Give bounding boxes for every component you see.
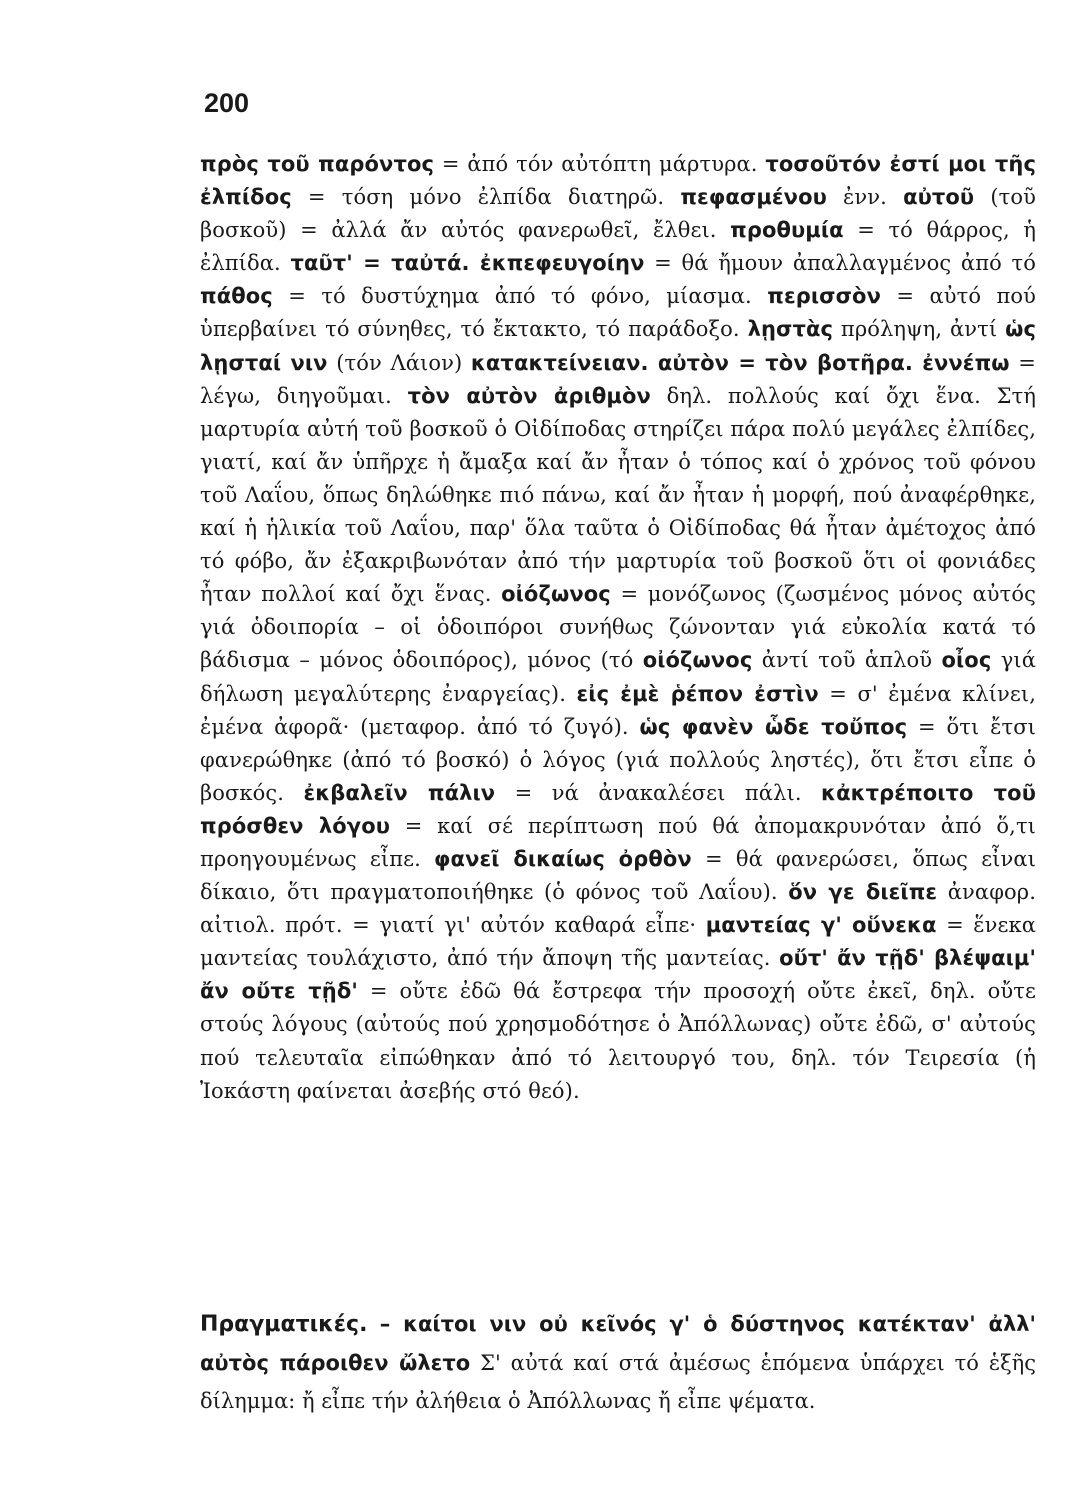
lemma-term: φανεῖ δικαίως ὀρθὸν [434, 846, 692, 871]
gloss-text: = νά ἀνακαλέσει πάλι. [495, 780, 822, 805]
page-number: 200 [204, 88, 250, 118]
lemma-term: κατακτείνειαν. αὐτὸν = τὸν βοτῆρα. ἐννέπω [470, 350, 1010, 375]
gloss-text: πρόληψη, ἀντί [833, 317, 1006, 342]
lemma-term: αὐτοῦ [903, 185, 975, 210]
lemma-term: οὔτ' ἄν τῇδ' βλέψαιμ' ἄν οὔτε τῇδ' [200, 946, 1036, 1004]
gloss-text: (τοῦ βοσκοῦ) = ἀλλά ἄν αὐτός φανερωθεῖ, ἔλθει. [200, 185, 1036, 243]
lemma-term: τοσοῦτόν ἐστί μοι τῆς ἐλπίδος [200, 152, 1037, 210]
section-text: Σ' αὐτά καί στά ἀμέσως ἑπόμενα ὑπάρχει τό ἑξῆς δίλημμα: ἤ εἶπε τήν ἀλήθεια ὁ Ἀπόλλωνας ἤ εἶπε ψέματα. [200, 1351, 1037, 1413]
gloss-text: = ἕνεκα μαντείας τουλάχιστο, ἀπό τήν ἄποψη τῆς μαντείας. [200, 913, 1036, 971]
gloss-text: = μονόζωνος (ζωσμένος μόνος αὐτός γιά ὁδοιπορία – οἱ ὁδοιπόροι συνήθως ζώνονταν γιά εὐκολία κατά τό βάδισμα – μόνος ὁδοιπόρος), μόνος (τό [200, 582, 1036, 673]
section-lemma: – καίτοι νιν οὐ κεῖνός γ' ὁ δύστηνος κατέκταν' ἀλλ' αὐτὸς πάροιθεν ὤλετο [200, 1312, 1036, 1375]
lemma-term: λῃστὰς [747, 317, 834, 342]
gloss-text: = τό δυστύχημα ἀπό τό φόνο, μίασμα. [272, 284, 768, 309]
gloss-text: ἀντί τοῦ ἁπλοῦ [752, 648, 942, 673]
lemma-term: εἰς ἐμὲ ῥέπον ἐστὶν [576, 681, 819, 706]
lemma-term: οἰόζωνος [501, 582, 611, 607]
lemma-term: ἐκβαλεῖν πάλιν [303, 780, 496, 805]
section-heading: Πραγματικές. [200, 1312, 368, 1337]
lemma-term: ταῦτ' = ταὐτά. ἐκπεφευγοίην [290, 251, 645, 276]
lemma-term: πεφασμένου [680, 185, 827, 210]
gloss-text: = θά φανερώσει, ὅπως εἶναι δίκαιο, ὅτι πραγματοποιήθηκε (ὁ φόνος τοῦ Λαΐου). [200, 846, 1037, 905]
section-paragraph [200, 1305, 1036, 1420]
lemma-term: προθυμία [730, 218, 844, 243]
gloss-text: = θά ἤμουν ἀπαλλαγμένος ἀπό τό [644, 251, 1036, 276]
gloss-text: = καί σέ περίπτωση πού θά ἀπομακρυνόταν ἀπό ὅ,τι προηγουμένως εἶπε. [200, 813, 1036, 871]
gloss-text: = αὐτό πού ὑπερβαίνει τό σύνηθες, τό ἔκτακτο, τό παράδοξο. [200, 284, 1036, 342]
lemma-term: περισσὸν [767, 284, 881, 309]
gloss-text: = οὔτε ἐδῶ θά ἔστρεφα τήν προσοχή οὔτε ἐκεῖ, δηλ. οὔτε στούς λόγους (αὐτούς πού χρησμοδότησε ὁ Ἀπόλλωνας) οὔτε ἐδῶ, σ' αὐτούς πού τελευταῖα εἰπώθηκαν ἀπό τό λειτουργό του, δηλ. τόν Τειρεσία (ἡ Ἰοκάστη φαίνεται ἀσεβής στό θεό). [200, 979, 1036, 1103]
lemma-term: ὡς φανὲν ὧδε τοὔπος [639, 714, 908, 739]
gloss-text: = ὅτι ἔτσι φανερώθηκε (ἀπό τό βοσκό) ὁ λόγος (γιά πολλούς ληστές), ὅτι ἔτσι εἶπε ὁ βοσκός. [200, 714, 1036, 805]
gloss-text: = λέγω, διηγοῦμαι. [200, 350, 1037, 408]
gloss-text: δηλ. πολλούς καί ὄχι ἕνα. Στή μαρτυρία αὐτή τοῦ βοσκοῦ ὁ Οἰδίποδας στηρίζει πάρα πολύ μεγάλες ἐλπίδες, γιατί, καί ἄν ὑπῆρχε ἡ ἄμαξα καί ἄν ἦταν ὁ τόπος καί ὁ χρόνος τοῦ φόνου τοῦ Λαΐου, ὅπως δηλώθηκε πιό πάνω, καί ἄν ἦταν ἡ μορφή, πού ἀναφέρθηκε, καί ἡ ἡλικία τοῦ Λαΐου, παρ' ὅλα ταῦτα ὁ Οἰδίποδας θά ἦταν ἀμέτοχος ἀπό τό φόβο, ἄν ἐξακριβωνόταν ἀπό τήν μαρτυρία τοῦ βοσκοῦ ὅτι οἱ φονιάδες ἦταν πολλοί καί ὄχι ἕνας. [200, 383, 1036, 607]
lemma-term: κἀκτρέποιτο τοῦ πρόσθεν λόγου [200, 780, 1036, 838]
lemma-term: οἰόζωνος [642, 648, 753, 673]
lemma-term: πρὸς τοῦ παρόντος [200, 152, 435, 176]
gloss-text: = σ' ἐμένα κλίνει, ἐμένα ἀφορᾶ· (μεταφορ. ἀπό τό ζυγό). [200, 681, 1036, 739]
lemma-term: πάθος [200, 284, 273, 309]
gloss-text: ἀναφορ. αἰτιολ. πρότ. = γιατί γι' αὐτόν καθαρά εἶπε· [200, 880, 1036, 938]
gloss-text: = ἀπό τόν αὐτόπτη μάρτυρα. [434, 152, 766, 176]
commentary-paragraph [200, 148, 1036, 1108]
lemma-term: τὸν αὐτὸν ἀριθμὸν [407, 383, 651, 408]
lemma-term: μαντείας γ' οὕνεκα [705, 913, 937, 938]
gloss-text: γιά δήλωση μεγαλύτερης ἐναργείας). [200, 648, 1036, 706]
gloss-text: (τόν Λάιον) [327, 350, 471, 375]
lemma-term: ὡς λῃσταί νιν [200, 317, 1036, 375]
gloss-text: = τό θάρρος, ἡ ἐλπίδα. [200, 218, 1036, 276]
lemma-term: ὅν γε διεῖπε [788, 880, 938, 905]
lemma-term: οἶος [941, 648, 992, 673]
gloss-text: = τόση μόνο ἐλπίδα διατηρῶ. [291, 185, 681, 210]
gloss-text: ἐνν. [826, 185, 904, 210]
